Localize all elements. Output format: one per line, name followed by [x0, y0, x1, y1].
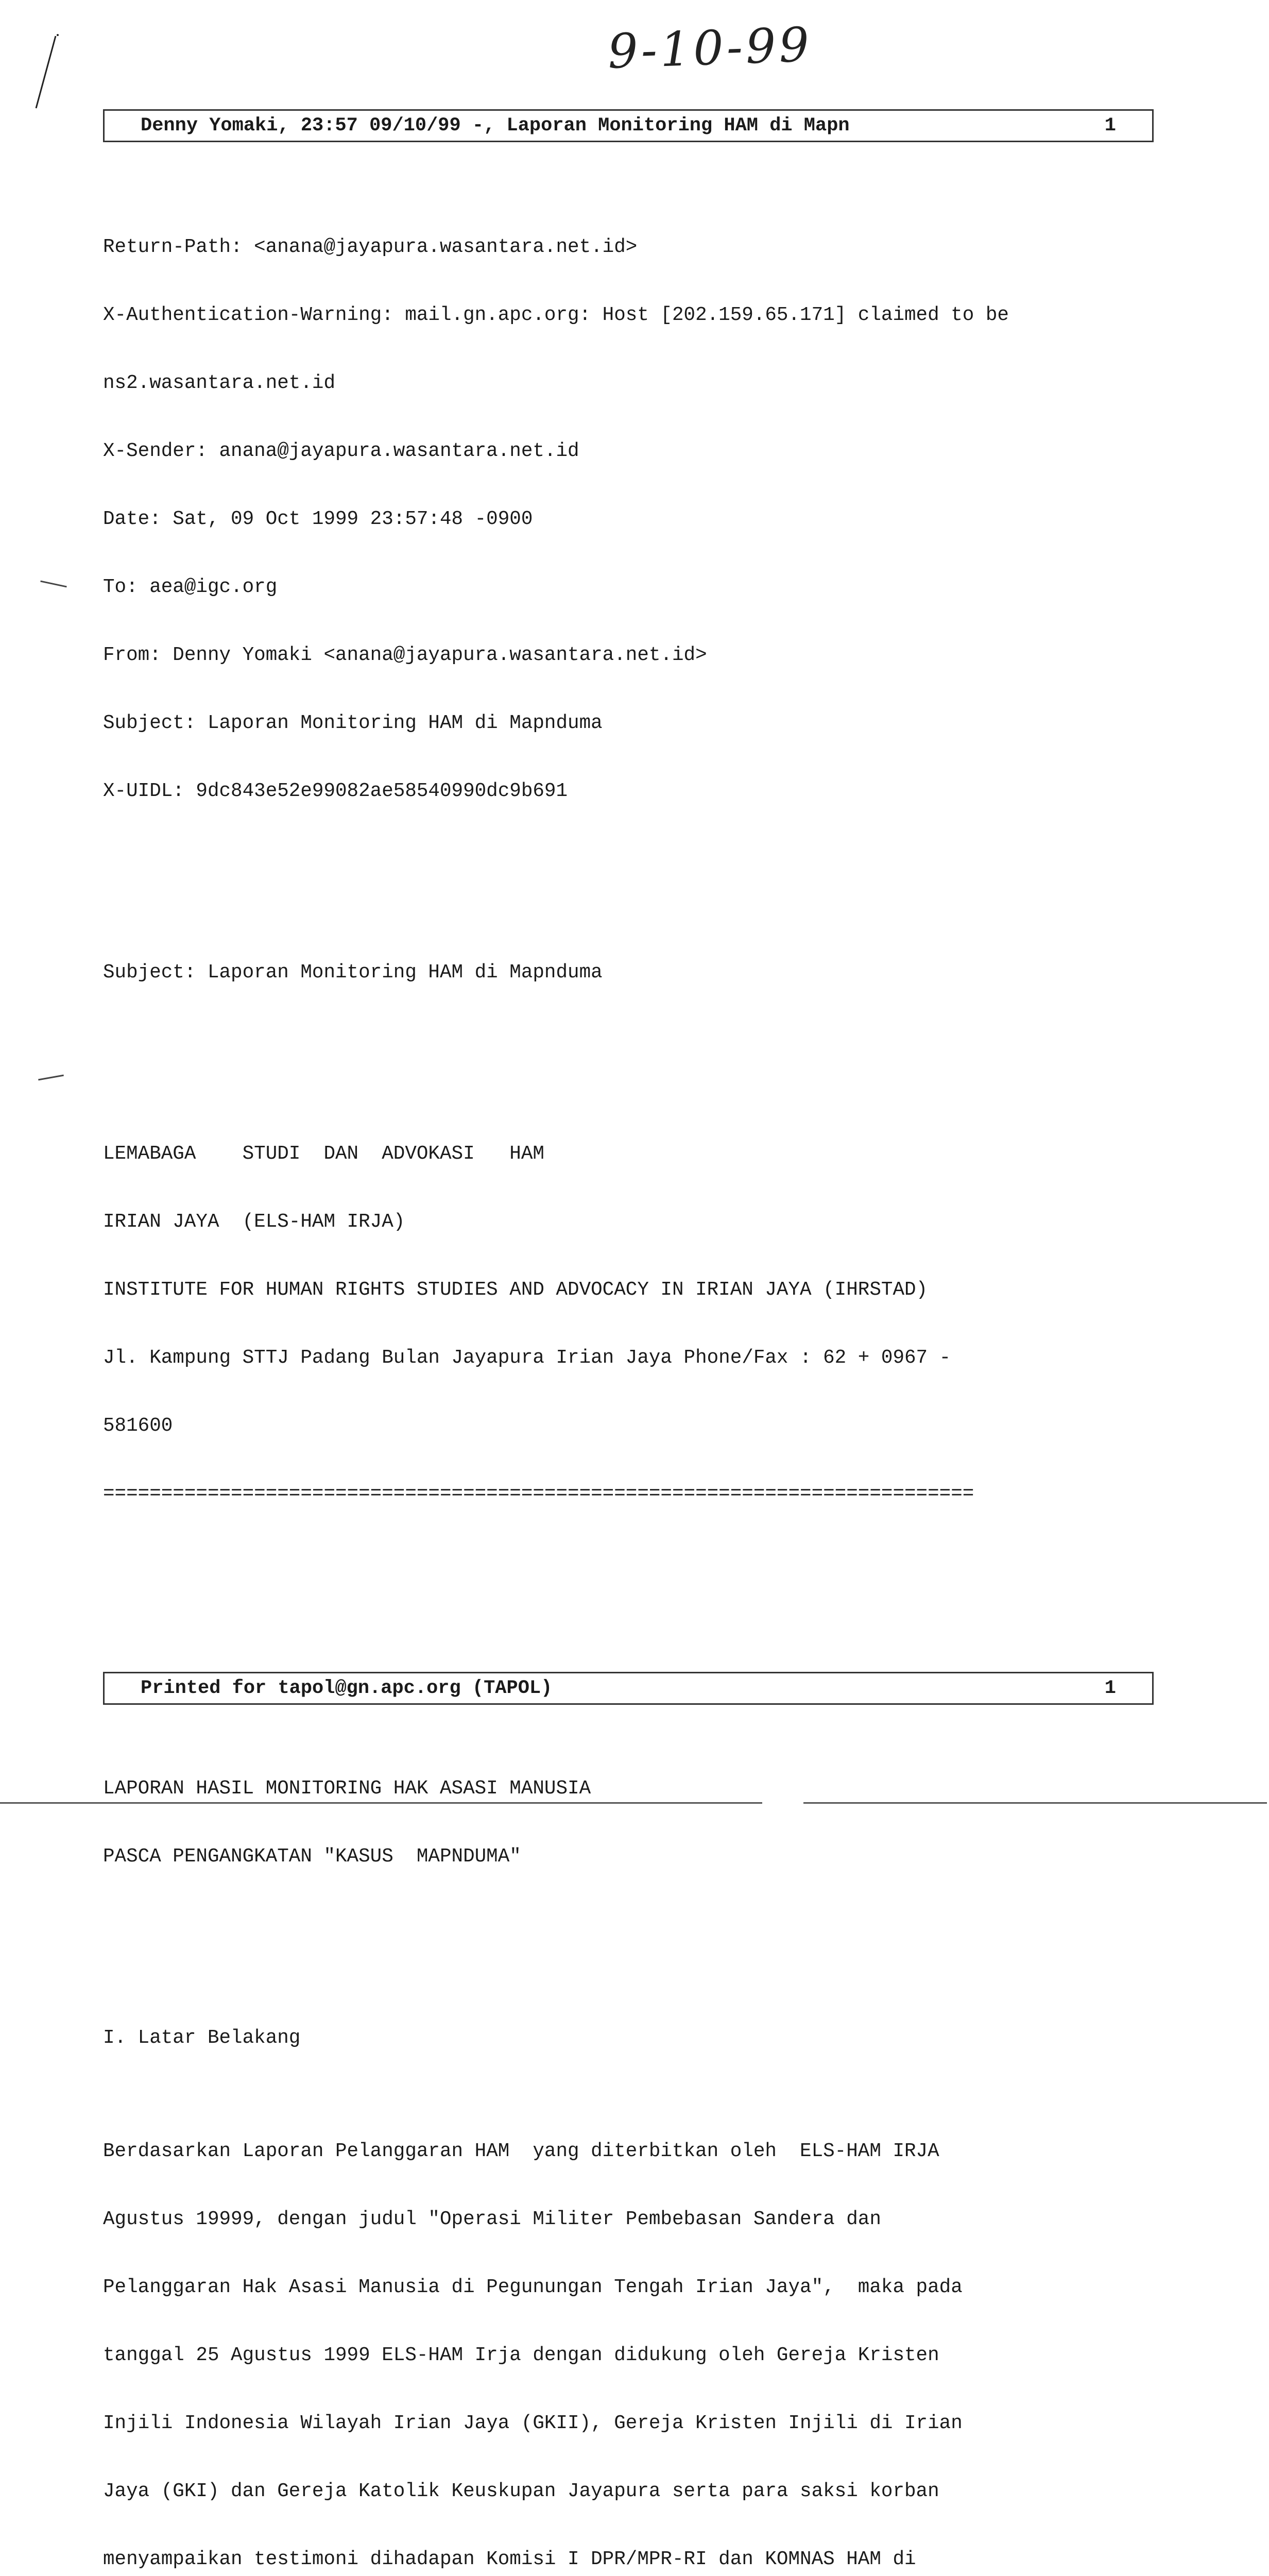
paragraph-line: Agustus 19999, dengan judul "Operasi Militer Pembebasan Sandera dan [103, 2209, 881, 2230]
email-header-line: Date: Sat, 09 Oct 1999 23:57:48 -0900 [103, 509, 533, 530]
org-line: IRIAN JAYA (ELS-HAM IRJA) [103, 1211, 405, 1233]
org-line: 581600 [103, 1415, 173, 1437]
org-block [103, 1097, 1154, 1551]
header-page-number: 1 [1104, 115, 1116, 137]
spacer [103, 893, 1154, 916]
section-heading: I. Latar Belakang [103, 2027, 301, 2049]
separator-line: =========================================================================== [103, 1483, 974, 1505]
scan-edge-line-2 [803, 1802, 1267, 1804]
margin-mark-1 [40, 581, 66, 588]
spacer [103, 1029, 1154, 1052]
org-line: LEMABAGA STUDI DAN ADVOKASI HAM [103, 1143, 544, 1165]
print-header [103, 109, 1154, 142]
paragraph-line: menyampaikan testimoni dihadapan Komisi I DPR/MPR-RI dan KOMNAS HAM di [103, 2549, 916, 2570]
print-footer [103, 1672, 1154, 1705]
email-header-line: Subject: Laporan Monitoring HAM di Mapnduma [103, 713, 603, 734]
email-header-line: X-Sender: anana@jayapura.wasantara.net.id [103, 440, 579, 462]
email-header-line: To: aea@igc.org [103, 577, 278, 598]
document-body [103, 145, 1154, 2576]
email-headers [103, 191, 1154, 848]
email-header-line: X-UIDL: 9dc843e52e99082ae58540990dc9b691 [103, 781, 568, 802]
paragraph-line: tanggal 25 Agustus 1999 ELS-HAM Irja dengan didukung oleh Gereja Kristen [103, 2345, 939, 2366]
paragraph-line: Injili Indonesia Wilayah Irian Jaya (GKII), Gereja Kristen Injili di Irian [103, 2413, 963, 2434]
footer-page-number: 1 [1104, 1677, 1116, 1699]
org-line: Jl. Kampung STTJ Padang Bulan Jayapura Irian Jaya Phone/Fax : 62 + 0967 - [103, 1347, 951, 1369]
email-header-line: X-Authentication-Warning: mail.gn.apc.org: Host [202.159.65.171] claimed to be [103, 304, 1009, 326]
spacer [103, 1959, 1154, 1981]
email-header-line: ns2.wasantara.net.id [103, 372, 336, 394]
footer-title: Printed for tapol@gn.apc.org (TAPOL) [141, 1677, 553, 1699]
scan-edge-line-1 [0, 1802, 762, 1804]
report-title [103, 1732, 1154, 1913]
email-header-line: Return-Path: <anana@jayapura.wasantara.net.id> [103, 236, 638, 258]
report-title-line: LAPORAN HASIL MONITORING HAK ASASI MANUSIA [103, 1778, 591, 1800]
handwritten-date: 9-10-99 [607, 17, 813, 79]
header-title: Denny Yomaki, 23:57 09/10/99 -, Laporan Monitoring HAM di Mapn [141, 115, 850, 137]
paragraph-line: Pelanggaran Hak Asasi Manusia di Pegunungan Tengah Irian Jaya", maka pada [103, 2277, 963, 2298]
email-header-line: From: Denny Yomaki <anana@jayapura.wasantara.net.id> [103, 645, 707, 666]
margin-mark-2 [38, 1075, 64, 1081]
paragraph-line: Jaya (GKI) dan Gereja Katolik Keuskupan Jayapura serta para saksi korban [103, 2481, 939, 2502]
org-line: INSTITUTE FOR HUMAN RIGHTS STUDIES AND ADVOCACY IN IRIAN JAYA (IHRSTAD) [103, 1279, 928, 1301]
report-title-line: PASCA PENGANGKATAN "KASUS MAPNDUMA" [103, 1846, 521, 1868]
handwritten-slash-mark [31, 31, 62, 113]
paragraph [103, 2095, 1154, 2576]
spacer [103, 1596, 1154, 1619]
subject-line: Subject: Laporan Monitoring HAM di Mapnduma [103, 962, 603, 984]
paragraph-line: Berdasarkan Laporan Pelanggaran HAM yang diterbitkan oleh ELS-HAM IRJA [103, 2141, 939, 2162]
